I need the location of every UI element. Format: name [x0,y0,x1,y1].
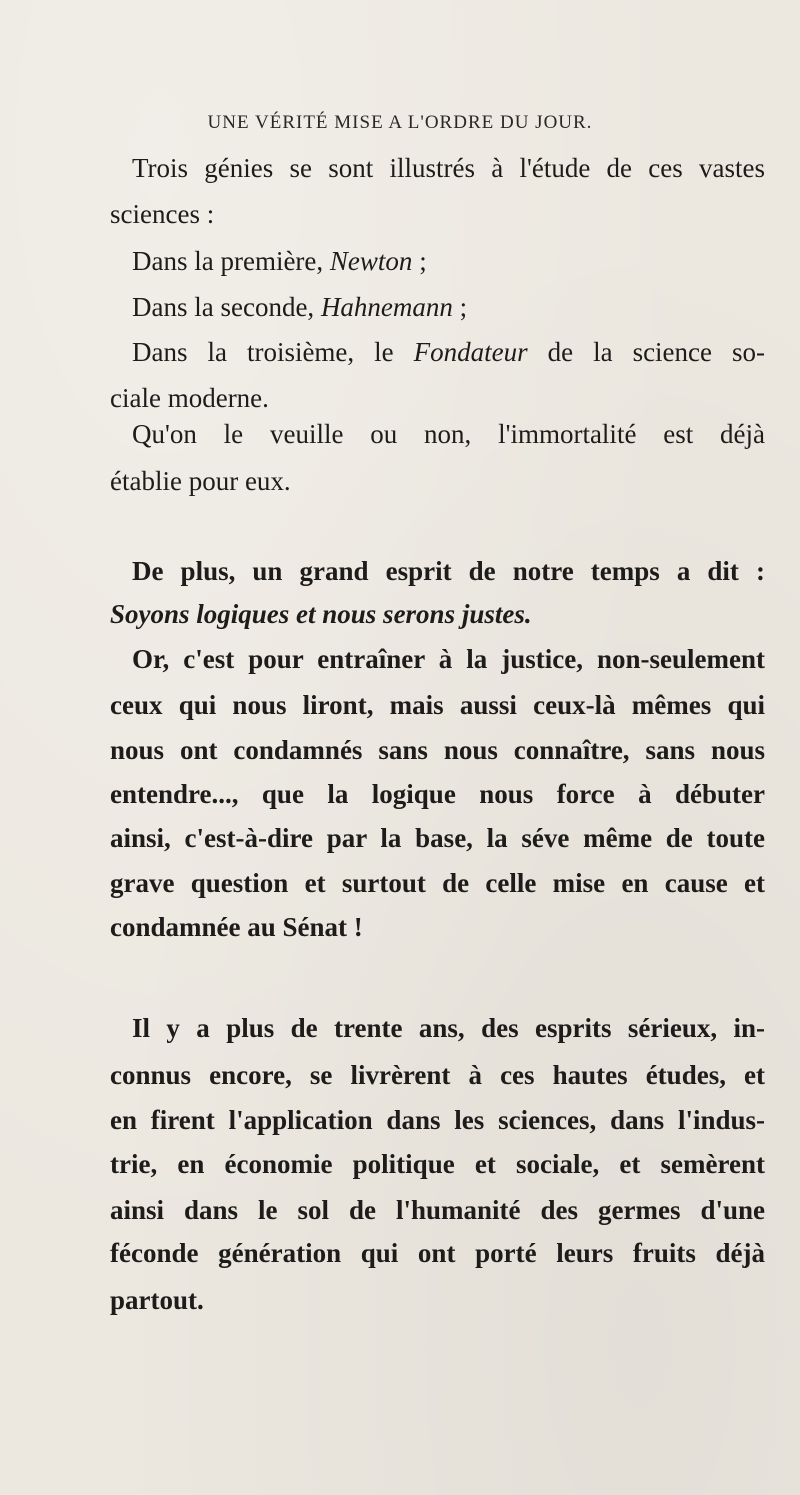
text-span: ; [412,246,427,276]
text-line: condamnée au Sénat ! [110,912,363,942]
text-line: ciale moderne. [110,383,269,413]
text-line: Or, c'est pour entraîner à la justice, non-seulement [132,644,765,674]
text-line: ainsi, c'est-à-dire par la base, la séve même de toute [110,823,765,853]
text-line: Il y a plus de trente ans, des esprits sérieux, in- [132,1013,765,1043]
text-span: Dans la première, [132,246,330,276]
text-line [132,248,765,275]
quotation-line: Soyons logiques et nous serons justes. [110,599,532,629]
italic-name: Fondateur [413,337,528,367]
italic-name: Newton [329,246,413,276]
text-span: Dans la troisième, le [132,337,414,367]
text-line: partout. [110,1285,204,1315]
text-span: ; [452,292,468,322]
text-line: établie pour eux. [110,466,291,496]
text-line: trie, en économie politique et sociale, et semèrent [110,1149,765,1179]
text-line: nous ont condamnés sans nous connaître, sans nous [110,735,765,765]
text-line: ainsi dans le sol de l'humanité des germes d'une [110,1195,765,1225]
text-span: Dans la seconde, [132,292,321,322]
text-line: en firent l'application dans les sciences, dans l'indus- [110,1105,765,1135]
text-line: Qu'on le veuille ou non, l'immortalité est déjà [132,419,765,449]
text-line: ceux qui nous liront, mais aussi ceux-là mêmes qui [110,690,765,720]
text-line [132,339,765,366]
text-line: entendre..., que la logique nous force à débuter [110,779,765,809]
italic-name: Hahnemann [320,292,453,322]
text-line: De plus, un grand esprit de notre temps a dit : [132,556,765,586]
text-line: Trois génies se sont illustrés à l'étude de ces vastes [132,153,765,183]
text-line: connus encore, se livrèrent à ces hautes études, et [110,1060,765,1090]
running-head: UNE VÉRITÉ MISE A L'ORDRE DU JOUR. [207,112,593,133]
text-line [132,294,765,321]
text-line: sciences : [110,199,215,229]
text-line: féconde génération qui ont porté leurs fruits déjà [110,1238,765,1268]
text-span: de la science so- [527,337,765,367]
text-line: grave question et surtout de celle mise en cause et [110,868,765,898]
